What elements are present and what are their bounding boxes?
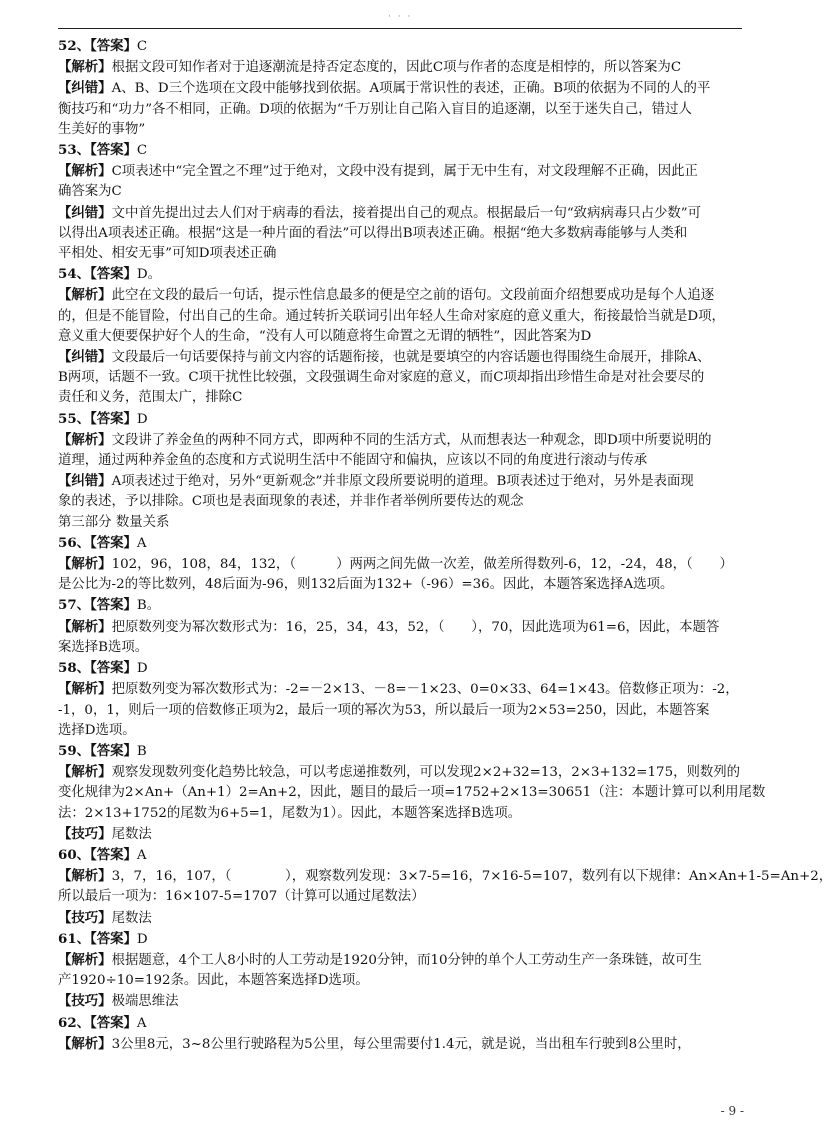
section-label: 【答案】 <box>90 410 137 427</box>
question-answer-line <box>58 140 746 161</box>
line-text: 道理，通过两种养金鱼的态度和方式说明生活中不能固守和偏执，应该以不同的角度进行滚动与传承 <box>58 453 648 469</box>
explanation-line <box>58 327 746 347</box>
section-label: 【解析】 <box>58 556 112 573</box>
section-label: 【答案】 <box>90 534 137 551</box>
question-number: 60、 <box>58 846 91 863</box>
question-answer-line <box>58 845 746 866</box>
explanation-line <box>58 492 746 512</box>
section-label: 【纠错】 <box>58 473 112 490</box>
line-text: 102，96，108，84，132，（ ）两两之间先做一次差，做差所得数列-6，12，-24，48，（ ） <box>111 557 733 573</box>
line-text: 此空在文段的最后一句话，提示性信息最多的便是空之前的语句。文段前面介绍想要成功是每个人追逐 <box>111 288 715 304</box>
line-text: B。 <box>136 598 161 614</box>
section-label: 【答案】 <box>90 142 137 159</box>
explanation-line <box>58 307 746 327</box>
section-label: 【答案】 <box>90 1014 137 1031</box>
explanation-line <box>58 161 746 182</box>
line-text: 极端思维法 <box>111 994 179 1010</box>
question-number: 62、 <box>58 1014 91 1031</box>
explanation-line <box>58 950 746 971</box>
explanation-line <box>58 285 746 306</box>
explanation-line <box>58 971 746 991</box>
explanation-line <box>58 203 746 224</box>
section-label: 【技巧】 <box>58 909 112 926</box>
explanation-line <box>58 908 746 929</box>
line-text: 责任和义务，范围太广，排除C <box>58 390 243 406</box>
line-text: -1，0，1，则后一项的倍数修正项为2，最后一项的幂次为53，所以最后一项为2×53=250，因此，本题答案 <box>58 702 710 718</box>
line-text: 文中首先提出过去人们对于病毒的看法，接着提出自己的观点。根据最后一句“致病病毒只占少数”可 <box>111 205 702 221</box>
section-label: 【解析】 <box>58 868 112 885</box>
line-text: 文段最后一句话要保持与前文内容的话题衔接，也就是要填空的内容话题也得围绕生命展开，排除A、 <box>111 350 711 366</box>
explanation-line <box>58 182 746 202</box>
explanation-line <box>58 991 746 1012</box>
line-text: A、B、D三个选项在文段中能够找到依据。A项属于常识性的表述，正确。B项的依据为不同的人的平 <box>111 81 711 97</box>
explanation-line <box>58 100 746 120</box>
section-label: 【技巧】 <box>58 993 112 1010</box>
explanation-line <box>58 224 746 244</box>
line-text: 平相处、相安无事”可知D项表述正确 <box>58 246 277 262</box>
line-text: 根据题意，4个工人8小时的人工劳动是1920分钟，而10分钟的单个人工劳动生产一条珠链，故可生 <box>111 952 702 968</box>
line-text: A <box>136 535 147 551</box>
section-label: 【答案】 <box>90 930 137 947</box>
line-text: 生美好的事物” <box>58 121 146 137</box>
line-text: 法：2×13+1752的尾数为6+5=1，尾数为1）。因此，本题答案选择B选项。 <box>58 805 522 821</box>
line-text: 尾数法 <box>111 826 152 842</box>
explanation-line <box>58 575 746 595</box>
question-answer-line <box>58 264 746 285</box>
line-text: 产1920÷10=192条。因此，本题答案选择D选项。 <box>58 973 369 989</box>
explanation-line <box>58 617 746 638</box>
section-label: 【技巧】 <box>58 825 112 842</box>
explanation-line <box>58 638 746 658</box>
line-text: D <box>136 411 148 427</box>
line-text: 把原数列变为幂次数形式为：16，25，34，43，52，（ ），70，因此选项为61=6，因此，本题答 <box>111 619 720 635</box>
section-label: 【解析】 <box>58 163 112 180</box>
line-text: 观察发现数列变化趋势比较急，可以考虑递推数列，可以发现2×2+32=13，2×3+132=175，则数列的 <box>111 765 741 781</box>
explanation-line <box>58 368 746 388</box>
line-text: 是公比为-2的等比数列，48后面为-96，则132后面为132+（-96）=36。因此，本题答案选择A选项。 <box>58 577 674 593</box>
line-text: 第三部分 数量关系 <box>58 514 170 530</box>
page-number: - 9 - <box>720 1104 744 1118</box>
line-text: 3公里8元，3~8公里行驶路程为5公里，每公里需要付1.4元，就是说，当出租车行驶到8公里时， <box>111 1036 691 1052</box>
line-text: 以得出A项表述正确。根据“这是一种片面的看法”可以得出B项表述正确。根据“绝大多数病毒能够与人类和 <box>58 225 688 241</box>
line-text: 文段讲了养金鱼的两种不同方式，即两种不同的生活方式，从而想表达一种观念，即D项中所要说明的 <box>111 432 712 448</box>
question-answer-line <box>58 409 746 430</box>
line-text: C <box>136 39 148 54</box>
line-text: 尾数法 <box>111 910 152 926</box>
explanation-line <box>58 430 746 451</box>
explanation-line <box>58 679 746 700</box>
explanation-line <box>58 388 746 408</box>
section-label: 【解析】 <box>58 431 112 448</box>
question-answer-line <box>58 741 746 762</box>
explanation-line <box>58 783 766 803</box>
section-label: 【答案】 <box>90 597 137 614</box>
line-text: 选择D选项。 <box>58 722 136 738</box>
section-label: 【解析】 <box>58 287 112 304</box>
line-text: 根据文段可知作者对于追逐潮流是持否定态度的，因此C项与作者的态度是相悖的，所以答案为C <box>111 60 682 76</box>
line-text: D。 <box>136 267 162 283</box>
section-label: 【解析】 <box>58 681 112 698</box>
line-text: C <box>136 143 148 159</box>
explanation-line <box>58 762 746 783</box>
line-text: D <box>136 661 148 677</box>
section-label: 【解析】 <box>58 1035 112 1052</box>
question-number: 58、 <box>58 660 91 677</box>
explanation-line <box>58 866 832 887</box>
question-answer-line <box>58 929 746 950</box>
section-heading <box>58 513 746 533</box>
question-answer-line <box>58 658 746 679</box>
line-text: 变化规律为2×An+（An+1）2=An+2，因此，题目的最后一项=1752+2×13=30651（注：本题计算可以利用尾数 <box>58 785 766 801</box>
explanation-line <box>58 554 746 575</box>
question-answer-line <box>58 36 746 57</box>
explanation-line <box>58 804 746 824</box>
question-number: 54、 <box>58 266 91 283</box>
line-text: 衡技巧和“功力”各不相同，正确。D项的依据为“千万别让自己陷入盲目的追逐潮，以至于迷失自己，错过人 <box>58 101 692 117</box>
question-number: 55、 <box>58 410 91 427</box>
section-label: 【解析】 <box>58 951 112 968</box>
explanation-line <box>58 721 746 741</box>
question-number: 57、 <box>58 597 91 614</box>
section-label: 【纠错】 <box>58 349 112 366</box>
section-label: 【答案】 <box>90 38 137 54</box>
question-number: 56、 <box>58 534 91 551</box>
line-text: 意义重大便要保护好个人的生命，“没有人可以随意将生命置之无谓的牺牲”，因此答案为D <box>58 328 592 344</box>
line-text: A项表述过于绝对，另外“更新观念”并非原文段所要说明的道理。B项表述过于绝对，另外是表面现 <box>111 474 694 490</box>
explanation-line <box>58 824 746 845</box>
question-number: 53、 <box>58 142 91 159</box>
explanation-line <box>58 347 746 368</box>
section-label: 【解析】 <box>58 618 112 635</box>
line-text: C项表述中“完全置之不理”过于绝对，文段中没有提到，属于无中生有，对文段理解不正确，因此正 <box>111 164 698 180</box>
question-number: 59、 <box>58 742 91 759</box>
line-text: 案选择B选项。 <box>58 639 149 655</box>
explanation-line <box>58 887 746 907</box>
explanation-line <box>58 451 746 471</box>
explanation-line <box>58 244 746 264</box>
explanation-line <box>58 120 746 140</box>
question-answer-line <box>58 595 746 616</box>
explanation-line <box>58 78 746 99</box>
section-label: 【纠错】 <box>58 204 112 221</box>
line-text: 的，但是不能冒险，付出自己的生命。通过转折关联词引出年轻人生命对家庭的意义重大，衔接最恰当就是D项， <box>58 308 725 324</box>
line-text: B两项，话题不一致。C项干扰性比较强，文段强调生命对家庭的意义，而C项却指出珍惜生命是对社会要尽的 <box>58 370 705 386</box>
question-answer-line <box>58 533 746 554</box>
line-text: 把原数列变为幂次数形式为：-2=－2×13、－8=－1×23、0=0×33、64=1×43。倍数修正项为：-2， <box>111 682 739 698</box>
line-text: 象的表述，予以排除。C项也是表面现象的表述，并非作者举例所要传达的观念 <box>58 494 524 510</box>
section-label: 【答案】 <box>90 846 137 863</box>
line-text: A <box>136 1015 147 1031</box>
question-number: 61、 <box>58 930 91 947</box>
explanation-line <box>58 701 746 721</box>
question-number: 52、 <box>58 38 91 54</box>
line-text: 确答案为C <box>58 184 122 200</box>
section-label: 【解析】 <box>58 59 112 76</box>
explanation-line <box>58 57 746 78</box>
section-label: 【答案】 <box>90 266 137 283</box>
line-text: 所以最后一项为：16×107-5=1707（计算可以通过尾数法） <box>58 889 425 905</box>
line-text: B <box>136 743 147 759</box>
line-text: D <box>136 931 148 947</box>
section-label: 【解析】 <box>58 764 112 781</box>
header-rule <box>58 28 742 29</box>
explanation-line <box>58 1034 746 1055</box>
section-label: 【答案】 <box>90 660 137 677</box>
section-label: 【纠错】 <box>58 80 112 97</box>
section-label: 【答案】 <box>90 742 137 759</box>
question-answer-line <box>58 1013 746 1034</box>
answer-explanation-body <box>58 36 832 1055</box>
header-mark: · · · <box>388 12 413 22</box>
line-text: 3，7，16，107，（ ），观察数列发现：3×7-5=16，7×16-5=107，数列有以下规律：An×An+1-5=An+2， <box>111 869 832 885</box>
line-text: A <box>136 847 147 863</box>
explanation-line <box>58 471 746 492</box>
